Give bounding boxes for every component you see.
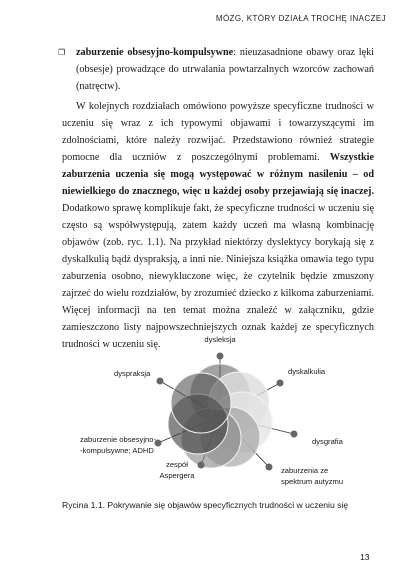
paragraph-bold-text: Wszystkie zaburzenia uczenia się mogą występować w różnym nasileniu – od niewielkiego do znacznego, więc u każdej osoby przejawiają się inaczej. [62, 152, 374, 197]
running-head: MÓZG, KTÓRY DZIAŁA TROCHĘ INACZEJ [215, 14, 386, 23]
page-number: 13 [360, 552, 370, 562]
label-ocd-line2: -kompulsywne; ADHD [80, 446, 154, 455]
body-paragraph [62, 98, 374, 353]
label-dysgrafia: dysgrafia [312, 437, 343, 446]
label-asperger-line1: zespół [166, 460, 188, 469]
label-autism-line2: spektrum autyzmu [281, 477, 344, 486]
label-dyspraksja: dyspraksja [114, 369, 151, 378]
bullet-square-icon: ❐ [58, 48, 66, 57]
label-dysleksja: dysleksja [204, 335, 236, 344]
paragraph-text-1: W kolejnych rozdziałach omówiono powyższe specyficzne trudności w uczeniu się wraz z ich typowymi objawami i towarzyszącymi im zdolnościami, które należy rozwijać. Przedstawiono również strategie pomocne dla uczniów z poszczególnymi problemami. [62, 101, 374, 163]
label-ocd-line1: zaburzenie obsesyjno- [80, 435, 156, 444]
figure-caption: Rycina 1.1. Pokrywanie się objawów specyficznych trudności w uczeniu się [62, 500, 349, 510]
label-asperger-line2: Aspergera [159, 471, 195, 480]
overlap-circles [168, 364, 272, 468]
bullet-description: : nieuzasadnione obawy oraz lęki (obsesje) prowadzące do utrwalania powtarzalnych wzorców zachowań (natręctw). [76, 47, 375, 92]
bullet-item-ocd [58, 44, 375, 95]
label-autism-line1: zaburzenia ze [281, 466, 329, 475]
paragraph-text-2: Dodatkowo sprawę komplikuje fakt, że specyficzne trudności w uczeniu się często są współwystępują, zatem każdy uczeń ma własną kombinację objawów (zob. ryc. 1.1). Na przykład niektórzy dyslektycy borykają się z dyskalkulią bądź dyspraksją, a inni nie. Niniejsza książka omawia tego typu zaburzenia osobno, niewykluczone więc, że czytelnik będzie zmuszony zajrzeć do wielu rozdziałów, by zrozumieć dziecko z kilkoma zaburzeniami. Więcej informacji na ten temat można znaleźć w załączniku, gdzie zamieszczono listy najpowszechniejszych oznak każdej ze specyficznych trudności w uczeniu się. [62, 203, 374, 350]
bullet-term: zaburzenie obsesyjno-kompulsywne [76, 47, 234, 58]
overlap-diagram [62, 326, 374, 498]
circle-dyspraksja [171, 373, 231, 433]
label-dyskalkulia: dyskalkulia [288, 367, 326, 376]
